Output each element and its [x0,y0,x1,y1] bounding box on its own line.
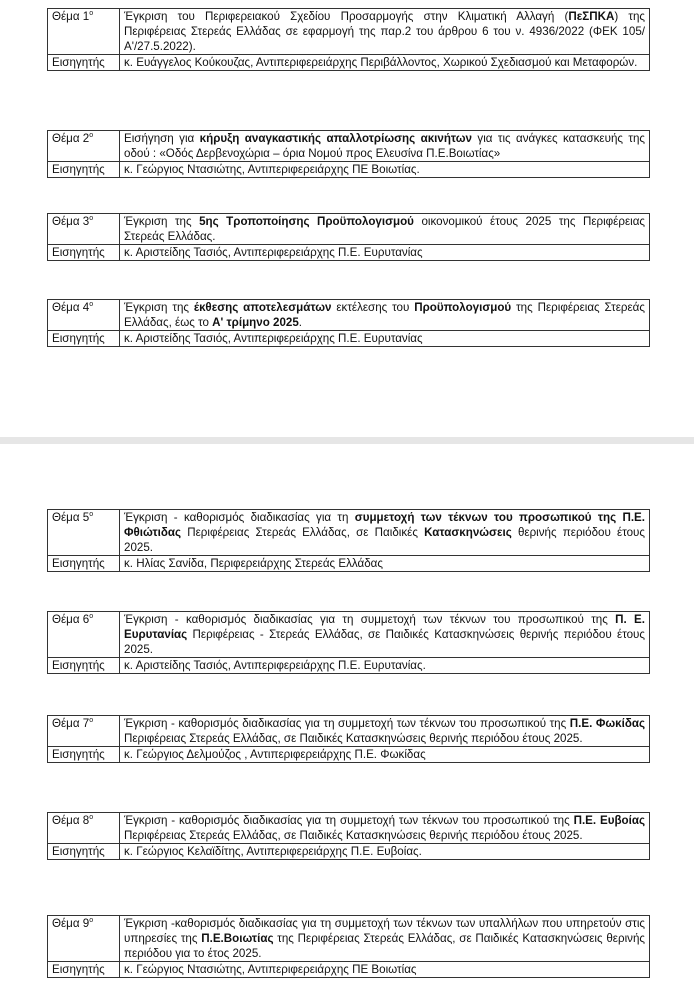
agenda-item-3 [47,213,650,261]
subject-text: Περιφέρειας Στερεάς Ελλάδας, σε Παιδικές [181,526,425,539]
rapporteur-label: Εισηγητής [48,331,120,347]
subject-text: για τις ανάγκες κατασκευής της οδού : «Οδός Δερβενοχώρια – όρια Νομού προς Ελευσίνα Π.Ε.Βοιωτίας» [124,132,646,160]
agenda-item-1 [47,8,650,71]
item-number: Θέμα 4 [52,301,90,314]
subject-text: . [298,316,303,329]
agenda-item-6 [47,611,650,674]
item-label [48,9,120,55]
item-subject [120,612,650,658]
subject-text: οικονομικού έτους 2025 της Περιφέρειας Στερεάς Ελλάδας. [124,215,645,243]
item-subject [120,300,650,331]
ordinal-suffix: ο [89,10,94,18]
item-label [48,214,120,245]
ordinal-suffix: ο [89,717,94,725]
agenda-item-9 [47,915,650,978]
rapporteur-label: Εισηγητής [48,556,120,572]
agenda-item-5 [47,509,650,572]
item-label [48,300,120,331]
subject-text: Περιφέρειας - Στερεάς Ελλάδας, σε Παιδικές Κατασκηνώσεις θερινής περιόδου έτους 2025. [124,628,645,656]
rapporteur-name: κ. Ευάγγελος Κούκουζας, Αντιπεριφερειάρχης Περιβάλλοντος, Χωρικού Σχεδιασμού και Μεταφορών. [120,55,650,71]
subject-emphasis: έκθεσης αποτελεσμάτων [193,301,332,314]
subject-text: ) της Περιφέρειας Στερεάς Ελλάδας σε εφαρμογή της παρ.2 του άρθρου 6 του ν. 4936/2022 (ΦΕΚ 105/Α'/27.5.2022). [124,10,645,53]
subject-emphasis: Π.Ε. Φωκίδας [569,717,646,730]
rapporteur-name: κ. Αριστείδης Τασιός, Αντιπεριφερειάρχης Π.Ε. Ευρυτανίας. [120,658,650,674]
subject-emphasis: Κατασκηνώσεις [424,526,512,539]
ordinal-suffix: ο [89,132,94,140]
item-label [48,131,120,162]
rapporteur-label: Εισηγητής [48,245,120,261]
agenda-item-4 [47,299,650,347]
subject-text: Έγκριση - καθορισμός διαδικασίας για τη [124,511,355,524]
subject-text: Έγκριση της [124,215,200,228]
agenda-item-8 [47,812,650,860]
item-subject [120,716,650,747]
ordinal-suffix: ο [89,215,94,223]
subject-text: Έγκριση - καθορισμός διαδικασίας για τη συμμετοχή των τέκνων του προσωπικού της [124,613,616,626]
item-subject [120,916,650,962]
subject-emphasis: Π.Ε. Ευβοίας [573,814,645,827]
ordinal-suffix: ο [89,613,94,621]
subject-text: Περιφέρειας Στερεάς Ελλάδας, σε Παιδικές Κατασκηνώσεις θερινής περιόδου έτους 2025. [124,732,583,745]
agenda-item-2 [47,130,650,178]
subject-emphasis: κήρυξη αναγκαστικής απαλλοτρίωσης ακινήτων [199,132,473,145]
rapporteur-label: Εισηγητής [48,844,120,860]
subject-emphasis: Α' τρίμηνο 2025 [212,316,299,329]
subject-text: Έγκριση - καθορισμός διαδικασίας για τη συμμετοχή των τέκνων του προσωπικού της [124,717,570,730]
subject-text: της Περιφέρειας Στερεάς Ελλάδας, έως το [124,301,645,329]
item-subject [120,510,650,556]
item-number: Θέμα 6 [52,613,90,626]
subject-text: της Περιφέρειας Στερεάς Ελλάδας, σε Παιδικές Κατασκηνώσεις θερινής περιόδου για το έτος 2025. [124,932,645,960]
ordinal-suffix: ο [89,917,94,925]
item-number: Θέμα 5 [52,511,90,524]
item-label [48,813,120,844]
item-subject [120,813,650,844]
subject-text: Έγκριση -καθορισμός διαδικασίας για τη συμμετοχή των τέκνων των υπαλλήλων που υπηρετούν στις υπηρεσίες της [124,917,645,945]
agenda-item-7 [47,715,650,763]
subject-emphasis: ΠεΣΠΚΑ [568,10,615,23]
subject-text: Έγκριση - καθορισμός διαδικασίας για τη συμμετοχή των τέκνων του προσωπικού της [124,814,574,827]
rapporteur-name: κ. Αριστείδης Τασιός, Αντιπεριφερειάρχης Π.Ε. Ευρυτανίας [120,245,650,261]
rapporteur-label: Εισηγητής [48,162,120,178]
item-label [48,510,120,556]
rapporteur-name: κ. Γεώργιος Ντασιώτης, Αντιπεριφερειάρχης ΠΕ Βοιωτίας [120,962,650,978]
item-subject [120,131,650,162]
item-number: Θέμα 1 [52,10,90,23]
item-number: Θέμα 3 [52,215,90,228]
subject-emphasis: Π. Ε. Ευρυτανίας [124,613,645,641]
item-number: Θέμα 2 [52,132,90,145]
item-subject [120,214,650,245]
ordinal-suffix: ο [89,814,94,822]
subject-emphasis: Προϋπολογισμού [414,301,512,314]
item-label [48,716,120,747]
page-separator [0,437,694,444]
subject-text: θερινής περιόδου έτους 2025. [124,526,645,554]
rapporteur-name: κ. Γεώργιος Ντασιώτης, Αντιπεριφερειάρχης ΠΕ Βοιωτίας. [120,162,650,178]
rapporteur-name: κ. Αριστείδης Τασιός, Αντιπεριφερειάρχης Π.Ε. Ευρυτανίας [120,331,650,347]
rapporteur-label: Εισηγητής [48,55,120,71]
rapporteur-name: κ. Ηλίας Σανίδα, Περιφερειάρχης Στερεάς Ελλάδας [120,556,650,572]
subject-emphasis: Π.Ε.Βοιωτίας [201,932,274,945]
ordinal-suffix: ο [89,301,94,309]
subject-text: Εισήγηση για [124,132,200,145]
rapporteur-name: κ. Γεώργιος Δελμούζος , Αντιπεριφερειάρχης Π.Ε. Φωκίδας [120,747,650,763]
item-label [48,916,120,962]
item-number: Θέμα 7 [52,717,90,730]
subject-text: Έγκριση της [124,301,194,314]
subject-emphasis: συμμετοχή των τέκνων του προσωπικού της Π.Ε. Φθιώτιδας [124,511,646,539]
item-number: Θέμα 9 [52,917,90,930]
item-label [48,612,120,658]
item-subject [120,9,650,55]
rapporteur-label: Εισηγητής [48,658,120,674]
subject-text: Περιφέρειας Στερεάς Ελλάδας, σε Παιδικές Κατασκηνώσεις θερινής περιόδου έτους 2025. [124,829,583,842]
ordinal-suffix: ο [89,511,94,519]
subject-emphasis: 5ης Τροποποίησης Προϋπολογισμού [199,215,414,228]
item-number: Θέμα 8 [52,814,90,827]
rapporteur-label: Εισηγητής [48,747,120,763]
subject-text: Έγκριση του Περιφερειακού Σχεδίου Προσαρμογής στην Κλιματική Αλλαγή ( [124,10,569,23]
rapporteur-label: Εισηγητής [48,962,120,978]
subject-text: εκτέλεσης του [331,301,415,314]
rapporteur-name: κ. Γεώργιος Κελαϊδίτης, Αντιπεριφερειάρχης Π.Ε. Ευβοίας. [120,844,650,860]
